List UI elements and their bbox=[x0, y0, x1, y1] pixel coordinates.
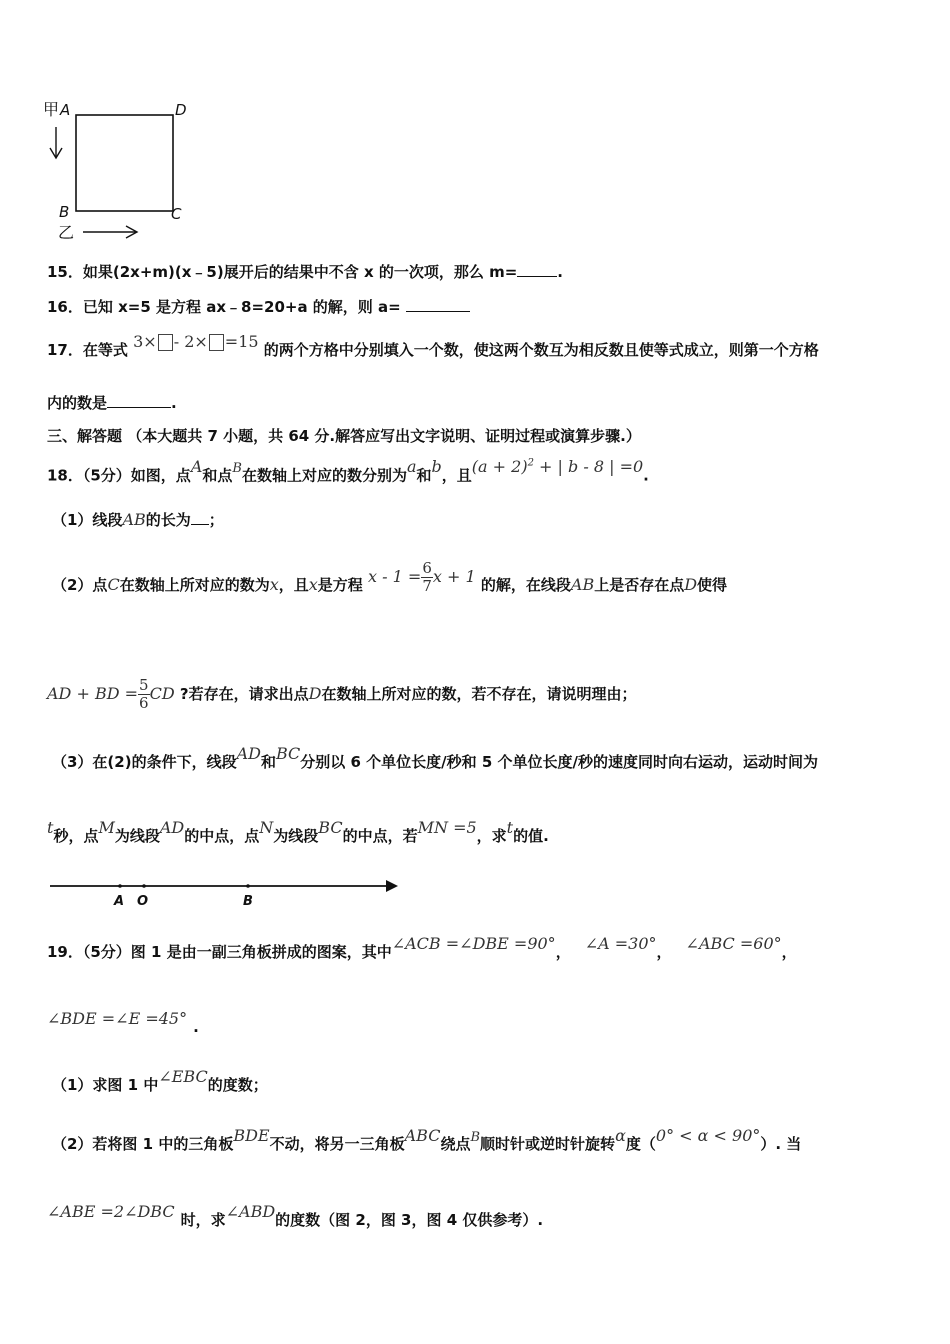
q18-p2-qie: ，且 bbox=[278, 576, 309, 594]
q18-p3: （3）在(2)的条件下，线段 bbox=[52, 753, 237, 771]
question-19-part1 bbox=[52, 1067, 268, 1095]
q19-sep1: ， bbox=[555, 943, 571, 961]
q18-p2-is: 是方程 bbox=[317, 576, 363, 594]
q19-angles3: ∠ABC =60° bbox=[685, 934, 782, 953]
q17-eq-b: - 2× bbox=[173, 332, 208, 351]
q18-p1-blank[interactable] bbox=[191, 510, 209, 525]
q18-p3b-ad: AD bbox=[159, 818, 185, 837]
q17-line2: 内的数是 bbox=[47, 394, 108, 412]
q18-p3b-6: ，求 bbox=[476, 827, 507, 845]
q18-p1: （1）线段 bbox=[52, 511, 123, 529]
q18-p3b-2: 为线段 bbox=[114, 827, 160, 845]
q18-p3b-t2: t bbox=[506, 818, 514, 837]
q18-p2-eq-right: x + 1 bbox=[432, 567, 476, 586]
q19-p2b-2: 的度数（图 2，图 3，图 4 仅供参考）. bbox=[275, 1211, 544, 1229]
q18-p3-he: 和 bbox=[260, 753, 276, 771]
q17-line2-end: . bbox=[171, 394, 177, 412]
q18-p3b-n: N bbox=[259, 818, 274, 837]
q19-p2-pt: B bbox=[470, 1130, 481, 1145]
q18-p2-tail: 的解，在线段 bbox=[480, 576, 571, 594]
q18-p2-eq-left: x - 1 = bbox=[368, 567, 422, 586]
q19-end: . bbox=[193, 1018, 199, 1036]
q19-p2-bde: BDE bbox=[233, 1126, 270, 1145]
q18-p1-end: ； bbox=[208, 511, 224, 529]
q19-angles1: ∠ACB =∠DBE =90° bbox=[391, 934, 556, 953]
q18-p2b-tail2: 在数轴上所对应的数，若不存在，请说明理由； bbox=[321, 685, 637, 703]
down-arrow-icon bbox=[50, 127, 62, 158]
section-3-title: 三、解答题 （本大题共 7 小题，共 64 分.解答应写出文字说明、证明过程或演算步骤.） bbox=[47, 427, 641, 445]
q18-mid: 在数轴上对应的数分别为 bbox=[241, 466, 407, 485]
question-18-part1 bbox=[52, 510, 224, 530]
q18-p2-x2: x bbox=[308, 575, 318, 594]
number-line bbox=[44, 872, 404, 912]
q18-p2b-fraction: $\frac{5}{6}$ bbox=[139, 676, 149, 712]
q15-end: . bbox=[557, 263, 563, 281]
q18-head: 18．（5分）如图，点 bbox=[47, 466, 191, 485]
q18-p3b-bc: BC bbox=[318, 818, 343, 837]
q19-angles4: ∠BDE =∠E =45° bbox=[47, 1009, 188, 1028]
q18-he: 和 bbox=[416, 466, 432, 485]
q18-p3-bc: BC bbox=[276, 744, 301, 763]
right-arrow-icon bbox=[83, 226, 137, 238]
q18-p1-ab: AB bbox=[122, 510, 146, 529]
q19-p2-b: 绕点 bbox=[440, 1135, 471, 1153]
q19-p2-abc: ABC bbox=[404, 1126, 441, 1145]
vertex-c: C bbox=[171, 205, 182, 223]
q18-p2b-left: AD + BD = bbox=[47, 684, 139, 703]
q18-p2-c: C bbox=[107, 575, 120, 594]
question-17 bbox=[47, 332, 819, 360]
square-figure bbox=[40, 95, 200, 245]
q19-p2b-ang: ∠ABD bbox=[225, 1202, 276, 1221]
q19-sep2: ， bbox=[656, 943, 672, 961]
question-19-line2 bbox=[47, 1009, 199, 1037]
q18-condition: $(a + 2)^2$ + | b - 8 | =0 bbox=[471, 457, 644, 477]
axis-label-a: A bbox=[114, 894, 125, 909]
q18-p2b-d: D bbox=[308, 684, 322, 703]
q18-p2: （2）点 bbox=[52, 576, 108, 594]
question-19 bbox=[47, 934, 797, 962]
q19-p2-d: 度（ bbox=[625, 1135, 656, 1153]
q18-p3b-5: 的中点，若 bbox=[342, 827, 418, 845]
q18-point-a: A bbox=[190, 457, 203, 477]
q19-p2b-cond: ∠ABE =2∠DBC bbox=[47, 1202, 175, 1221]
q18-p3b-1: 秒，点 bbox=[53, 827, 99, 845]
q18-p3b-m: M bbox=[98, 818, 115, 837]
q19-p1-ang: ∠EBC bbox=[158, 1067, 208, 1086]
q18-p2b-cd: CD bbox=[149, 684, 175, 703]
axis-label-b: B bbox=[243, 894, 253, 909]
q18-qie: ，且 bbox=[441, 466, 472, 485]
q18-p2-mid: 在数轴上所对应的数为 bbox=[119, 576, 270, 594]
q19-p2-range: 0° < α < 90° bbox=[655, 1126, 761, 1145]
q18-p2-ab: AB bbox=[570, 575, 595, 594]
axis-label-o: O bbox=[137, 894, 149, 909]
q16-blank[interactable] bbox=[406, 297, 470, 312]
q18-p2-fraction: $\frac{6}{7}$ bbox=[422, 559, 432, 595]
question-18-part3 bbox=[52, 744, 819, 772]
q18-p1-tail: 的长为 bbox=[145, 511, 191, 529]
q19-p2b-1: 时，求 bbox=[180, 1211, 226, 1229]
q17-tail: 的两个方格中分别填入一个数，使这两个数互为相反数且使等式成立，则第一个方格 bbox=[263, 341, 819, 359]
question-18-part3-line2 bbox=[47, 818, 549, 846]
q19-p2-c: 顺时针或逆时针旋转 bbox=[480, 1135, 616, 1153]
number-line-arrow-icon bbox=[386, 880, 398, 892]
q19-p2-a: 不动，将另一三角板 bbox=[269, 1135, 405, 1153]
q19-p1-tail: 的度数； bbox=[207, 1076, 268, 1094]
q18-var-a: a bbox=[406, 457, 417, 477]
q18-point-b: B bbox=[232, 461, 242, 477]
q15-blank[interactable] bbox=[517, 262, 557, 277]
q17-eq-c: =15 bbox=[224, 332, 259, 351]
q18-p3-ad: AD bbox=[236, 744, 261, 763]
q16-text: 16．已知 x=5 是方程 ax﹣8=20+a 的解，则 a= bbox=[47, 298, 406, 316]
q19-p2-alpha: α bbox=[615, 1126, 626, 1145]
q17-lead: 17．在等式 bbox=[47, 341, 128, 359]
q19-sep3: ， bbox=[781, 943, 797, 961]
question-19-part2-line2 bbox=[47, 1202, 544, 1230]
q18-p2-exist: 上是否存在点 bbox=[594, 576, 685, 594]
q18-p3-tail: 分别以 6 个单位长度/秒和 5 个单位长度/秒的速度同时向右运动，运动时间为 bbox=[300, 753, 819, 771]
question-19-part2 bbox=[52, 1126, 802, 1156]
question-17-line2 bbox=[47, 393, 177, 413]
q18-p2-d: D bbox=[684, 575, 698, 594]
q18-p3b-4: 为线段 bbox=[273, 827, 319, 845]
q19-angles2: ∠A =30° bbox=[584, 934, 657, 953]
q18-var-b: b bbox=[431, 457, 442, 477]
question-18-part2 bbox=[52, 559, 728, 603]
vertex-d: D bbox=[175, 101, 187, 119]
vertex-a: A bbox=[60, 101, 71, 119]
q17-eq-a: 3× bbox=[133, 332, 157, 351]
q15-text: 15．如果(2x+m)(x﹣5)展开后的结果中不含 x 的一次项，那么 m= bbox=[47, 263, 518, 281]
q18-p3b-t: t bbox=[47, 818, 54, 837]
question-18 bbox=[47, 457, 649, 487]
q18-p3b-mn: MN =5 bbox=[417, 818, 477, 837]
q19-p2: （2）若将图 1 中的三角板 bbox=[52, 1135, 234, 1153]
q19-head: 19．（5分）图 1 是由一副三角板拼成的图案，其中 bbox=[47, 943, 392, 961]
q17-box-2[interactable] bbox=[209, 334, 224, 351]
q18-and-point: 和点 bbox=[202, 466, 233, 485]
label-yi: 乙 bbox=[58, 223, 75, 242]
q18-p2b-tail: ?若存在，请求出点 bbox=[179, 685, 309, 703]
q19-p1: （1）求图 1 中 bbox=[52, 1076, 159, 1094]
question-18-part2-line2 bbox=[47, 677, 636, 712]
q18-p3b-3: 的中点，点 bbox=[184, 827, 260, 845]
q18-end: . bbox=[643, 466, 649, 485]
q17-box-1[interactable] bbox=[158, 334, 173, 351]
q17-blank[interactable] bbox=[107, 393, 171, 408]
label-jia: 甲 bbox=[43, 100, 60, 119]
q18-p2-x: x bbox=[269, 575, 279, 594]
q18-p3b-7: 的值. bbox=[513, 827, 549, 845]
q19-p2-e: ）. 当 bbox=[760, 1135, 802, 1153]
q18-p2-shide: 使得 bbox=[697, 576, 728, 594]
question-15 bbox=[47, 262, 563, 282]
vertex-b: B bbox=[59, 203, 70, 221]
square-shape bbox=[76, 115, 173, 211]
question-16 bbox=[47, 297, 470, 317]
